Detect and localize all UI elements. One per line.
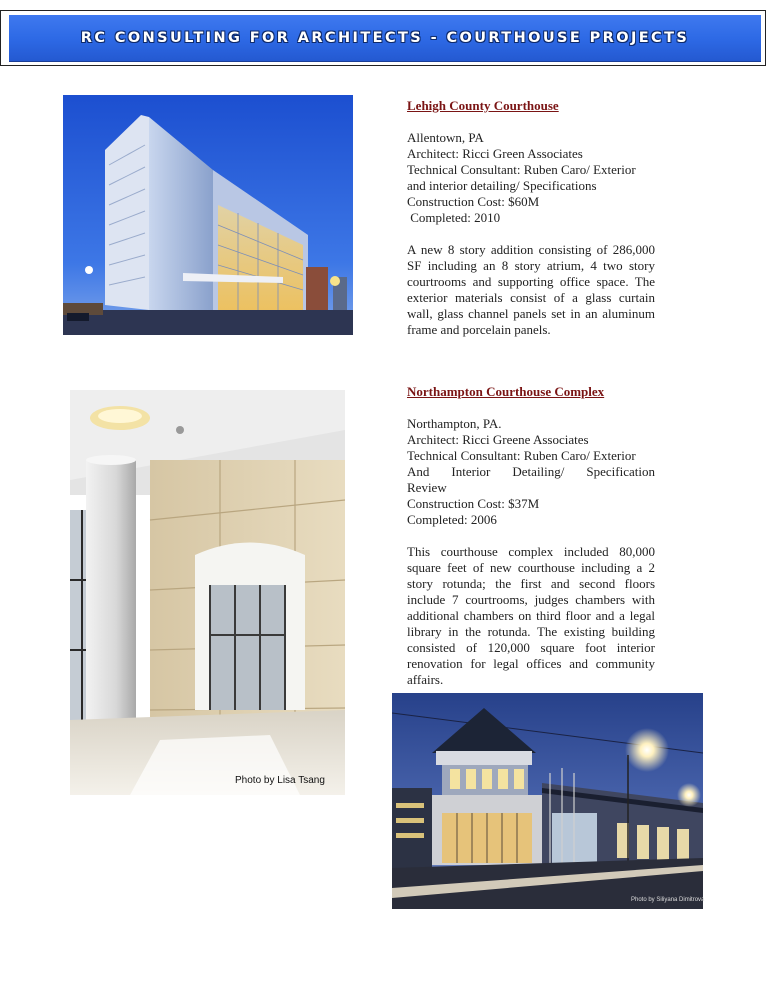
project-description: This courthouse complex included 80,000 square feet of new courthouse including a 2 story rotunda; the first and second floors include 7 courtrooms, judges chambers with additional chambers on third floor and a legal library in the rotunda. The existing building consisted of 120,000 square foot interior renovation for legal offices and community affairs. [407, 544, 655, 687]
project-architect: Architect: Ricci Green Associates [407, 146, 583, 161]
project-architect: Architect: Ricci Greene Associates [407, 432, 589, 447]
project-northampton [407, 384, 655, 688]
interior-photo-credit: Photo by Lisa Tsang [235, 775, 325, 786]
project-location: Northampton, PA. [407, 416, 502, 431]
project-consultant: Technical Consultant: Ruben Caro/ Exterior [407, 448, 636, 463]
project-location: Allentown, PA [407, 130, 484, 145]
project-completed: Completed: 2010 [407, 210, 501, 225]
project-completed: Completed: 2006 [407, 512, 497, 527]
project-description: A new 8 story addition consisting of 286,000 SF including an 8 story atrium, 4 two story courtrooms and supporting office space. The exterior materials consist of a glass curtain wall, glass channel panels set in an aluminum frame and porcelain panels. [407, 242, 655, 337]
project-consultant-scope-cont: Review [407, 480, 447, 495]
project-cost: Construction Cost: $60M [407, 194, 540, 209]
project-title[interactable]: Northampton Courthouse Complex [407, 384, 605, 399]
project-lehigh [407, 98, 655, 338]
page-title: RC CONSULTING FOR ARCHITECTS - COURTHOUSE PROJECTS [80, 30, 690, 46]
lehigh-courthouse-photo [63, 95, 353, 335]
header-frame [0, 10, 766, 66]
project-consultant-scope: and interior detailing/ Specifications [407, 178, 597, 193]
project-cost: Construction Cost: $37M [407, 496, 540, 511]
exterior-photo-credit: Photo by Siliyana Dimitrova [631, 897, 705, 903]
project-consultant-scope: And Interior Detailing/ Specification [407, 464, 655, 479]
northampton-interior-photo [70, 390, 345, 795]
northampton-exterior-photo [392, 693, 703, 909]
project-consultant: Technical Consultant: Ruben Caro/ Exterior [407, 162, 636, 177]
project-title[interactable]: Lehigh County Courthouse [407, 98, 559, 113]
header-bar [9, 15, 761, 62]
